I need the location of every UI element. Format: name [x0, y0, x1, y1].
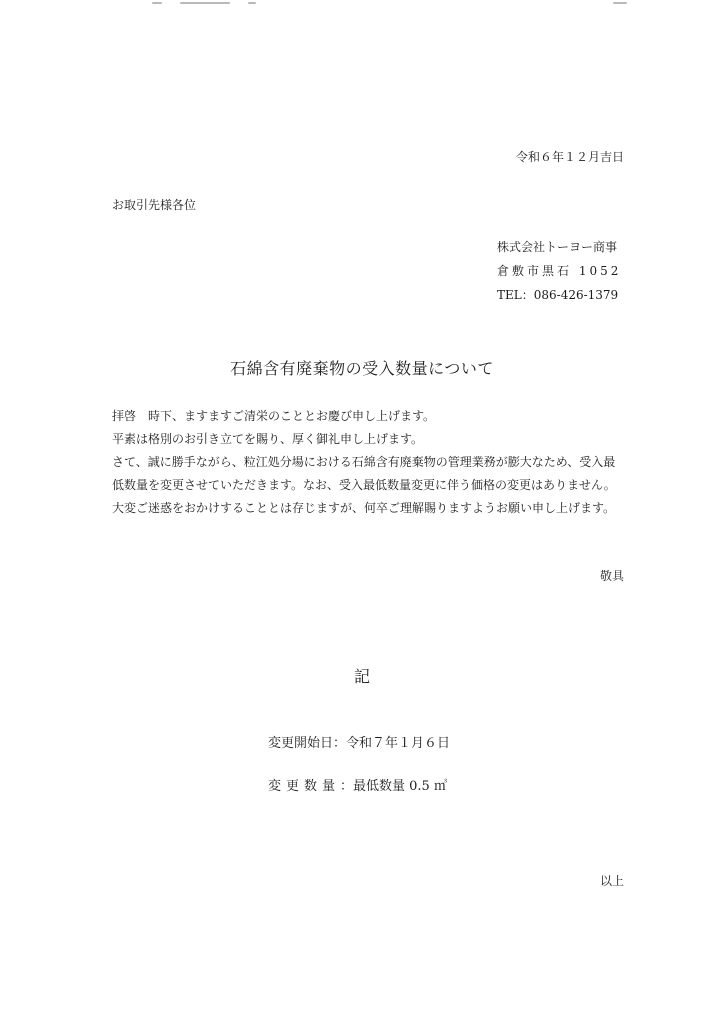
body-paragraph: さて、誠に勝手ながら、粒江処分場における石綿含有廃棄物の管理業務が膨大なため、受入最低数量を変更させていただきます。なお、受入最低数量変更に伴う価格の変更はありません。 [112, 455, 616, 492]
scan-artifact [613, 2, 627, 4]
change-quantity [268, 775, 447, 794]
closing-word: 敬具 [599, 569, 624, 583]
sender-company: 株式会社トーヨー商事 [497, 240, 618, 254]
change-start-date [268, 732, 450, 751]
scan-artifact [180, 2, 230, 4]
sender-tel: TEL：086-426-1379 [497, 288, 619, 302]
document-title: 石綿含有廃棄物の受入数量について [230, 359, 494, 378]
notice-heading: 記 [353, 667, 370, 686]
body-paragraph: 拝啓 時下、ますますご清栄のこととお慶び申し上げます。 [112, 409, 436, 423]
sender-block [497, 235, 621, 307]
detail-value: ：最低数量 0.5 ㎥ [340, 779, 447, 794]
scan-artifact [248, 2, 256, 4]
detail-value: ：令和７年１月６日 [333, 736, 451, 751]
body-text [112, 405, 624, 520]
end-mark: 以上 [599, 874, 624, 888]
body-paragraph: 平素は格別のお引き立てを賜り、厚く御礼申し上げます。 [112, 432, 424, 446]
scan-artifact [152, 2, 162, 4]
document-date: 令和６年１２月吉日 [515, 150, 624, 164]
detail-label: 変更数量 [268, 779, 341, 794]
body-paragraph: 大変ご迷惑をおかけすることとは存じますが、何卒ご理解賜りますようお願い申し上げます。 [112, 501, 616, 515]
sender-address: 倉敷市黒石 1052 [497, 264, 622, 278]
detail-label: 変更開始日 [268, 736, 334, 751]
recipient: お取引先様各位 [112, 198, 197, 212]
